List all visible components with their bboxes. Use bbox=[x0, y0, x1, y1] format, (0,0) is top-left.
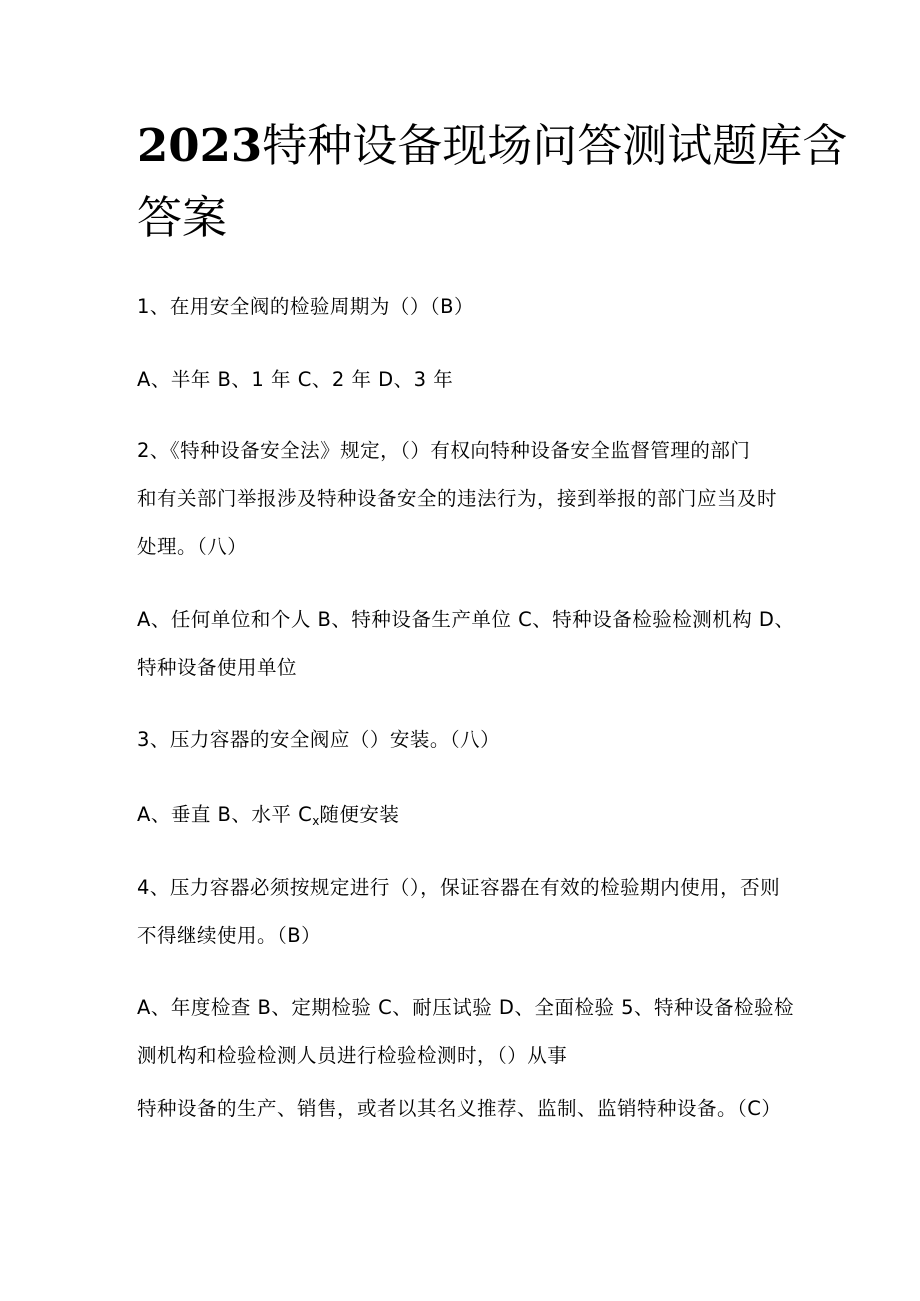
question-1-text: 1、在用安全阀的检验周期为（）（B） bbox=[137, 295, 475, 318]
answer-options-2-line-2: 特种设备使用单位 bbox=[137, 656, 298, 679]
question-2-line-2: 和有关部门举报涉及特种设备安全的违法行为，接到举报的部门应当及时 bbox=[137, 487, 778, 510]
answer-options-3 bbox=[137, 791, 817, 845]
question-1 bbox=[137, 283, 817, 331]
answer-options-1 bbox=[137, 356, 817, 404]
question-5-continuation bbox=[137, 1085, 817, 1133]
title-line-2: 答案 bbox=[137, 191, 228, 244]
question-3-text: 3、压力容器的安全阀应（）安装。（八） bbox=[137, 728, 501, 751]
answer-options-1-text: A、半年 B、1 年 C、2 年 D、3 年 bbox=[137, 368, 454, 391]
document-title bbox=[137, 110, 848, 254]
question-4-line-1: 4、压力容器必须按规定进行（），保证容器在有效的检验期内使用，否则 bbox=[137, 876, 781, 899]
answer-options-3-subscript: x bbox=[312, 814, 320, 828]
question-2-line-3: 处理。（八） bbox=[137, 535, 248, 558]
answer-options-3-prefix: A、垂直 B、水平 C bbox=[137, 803, 313, 826]
question-3 bbox=[137, 716, 817, 764]
question-2 bbox=[137, 427, 817, 571]
title-line-1 bbox=[137, 110, 848, 182]
answer-options-3-suffix: 随便安装 bbox=[319, 803, 400, 826]
answer-options-3-text bbox=[137, 791, 817, 845]
question-2-line-1: 2、《特种设备安全法》规定，（）有权向特种设备安全监督管理的部门 bbox=[137, 439, 751, 462]
answer-options-4-line-1: A、年度检查 B、定期检验 C、耐压试验 D、全面检验 5、特种设备检验检 bbox=[137, 996, 795, 1019]
answer-options-2 bbox=[137, 596, 817, 692]
answer-options-2-line-1: A、任何单位和个人 B、特种设备生产单位 C、特种设备检验检测机构 D、 bbox=[137, 608, 795, 631]
question-5-continuation-text: 特种设备的生产、销售，或者以其名义推荐、监制、监销特种设备。（C） bbox=[137, 1097, 782, 1120]
answer-options-4-line-2: 测机构和检验检测人员进行检验检测时，（）从事 bbox=[137, 1044, 568, 1067]
answer-options-4 bbox=[137, 984, 817, 1080]
title-text: 特种设备现场问答测试题库含 bbox=[262, 119, 848, 172]
title-year: 2023 bbox=[137, 119, 263, 172]
question-4-line-2: 不得继续使用。（B） bbox=[137, 924, 322, 947]
question-4 bbox=[137, 864, 817, 960]
